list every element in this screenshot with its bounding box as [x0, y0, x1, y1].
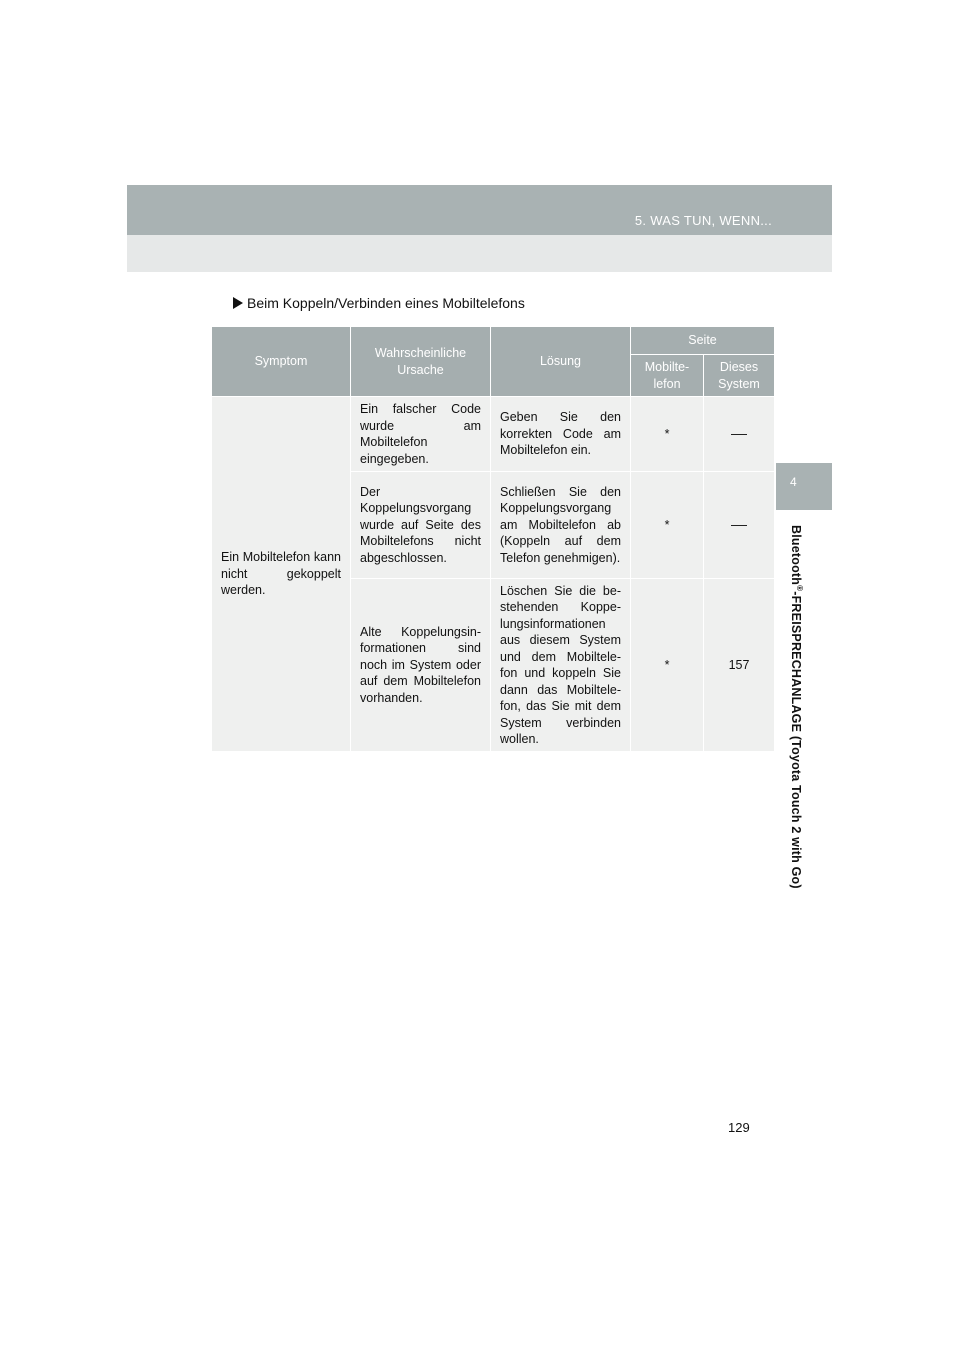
system-page-cell	[704, 397, 775, 472]
chapter-tab	[776, 463, 832, 510]
dash-icon	[731, 434, 747, 435]
header-cause: Wahrscheinliche Ursache	[351, 327, 491, 397]
troubleshooting-table	[211, 326, 775, 752]
cause-cell: Alte Koppelungsin-formationen sind noch im System oder auf dem Mobiltelefon vorhanden.	[351, 579, 491, 752]
solution-cell: Geben Sie den korrekten Code am Mobiltelefon ein.	[491, 397, 631, 472]
chapter-header	[127, 185, 832, 235]
header-page: Seite	[631, 327, 775, 355]
solution-cell: Schließen Sie den Koppelungsvorgang am Mobiltelefon ab (Koppeln auf dem Telefon genehmigen).	[491, 472, 631, 579]
registered-mark: ®	[795, 585, 804, 592]
cause-cell: Der Koppelungsvorgang wurde auf Seite des Mobiltelefons nicht abgeschlossen.	[351, 472, 491, 579]
header-page-phone: Mobilte-lefon	[631, 355, 704, 397]
phone-page-cell: *	[631, 579, 704, 752]
header-subband	[127, 235, 832, 272]
section-heading-text: Beim Koppeln/Verbinden eines Mobiltelefons	[247, 295, 525, 311]
chapter-tab-number: 4	[790, 475, 797, 489]
phone-page-cell: *	[631, 472, 704, 579]
vertical-label-pre: Bluetooth	[788, 525, 803, 586]
system-page-cell: 157	[704, 579, 775, 752]
vertical-chapter-label	[789, 525, 804, 889]
header-symptom: Symptom	[212, 327, 351, 397]
section-heading	[233, 295, 525, 311]
cause-cell: Ein falscher Code wurde am Mobiltelefon eingegeben.	[351, 397, 491, 472]
phone-page-cell: *	[631, 397, 704, 472]
chapter-title: 5. WAS TUN, WENN...	[634, 213, 772, 228]
solution-cell: Löschen Sie die be-stehenden Koppe-lungsinformationen aus diesem System und dem Mobiltele-fon und koppeln Sie dann das Mobiltele-fon, das Sie mit dem System verbinden wollen.	[491, 579, 631, 752]
symptom-cell: Ein Mobiltelefon kann nicht gekoppelt werden.	[212, 397, 351, 752]
system-page-cell	[704, 472, 775, 579]
table-row	[212, 397, 775, 472]
page-number: 129	[728, 1120, 750, 1135]
dash-icon	[731, 525, 747, 526]
header-solution: Lösung	[491, 327, 631, 397]
triangle-arrow-icon	[233, 297, 243, 309]
vertical-label-post: -FREISPRECHANLAGE (Toyota Touch 2 with Go)	[788, 591, 803, 889]
header-page-system: Dieses System	[704, 355, 775, 397]
